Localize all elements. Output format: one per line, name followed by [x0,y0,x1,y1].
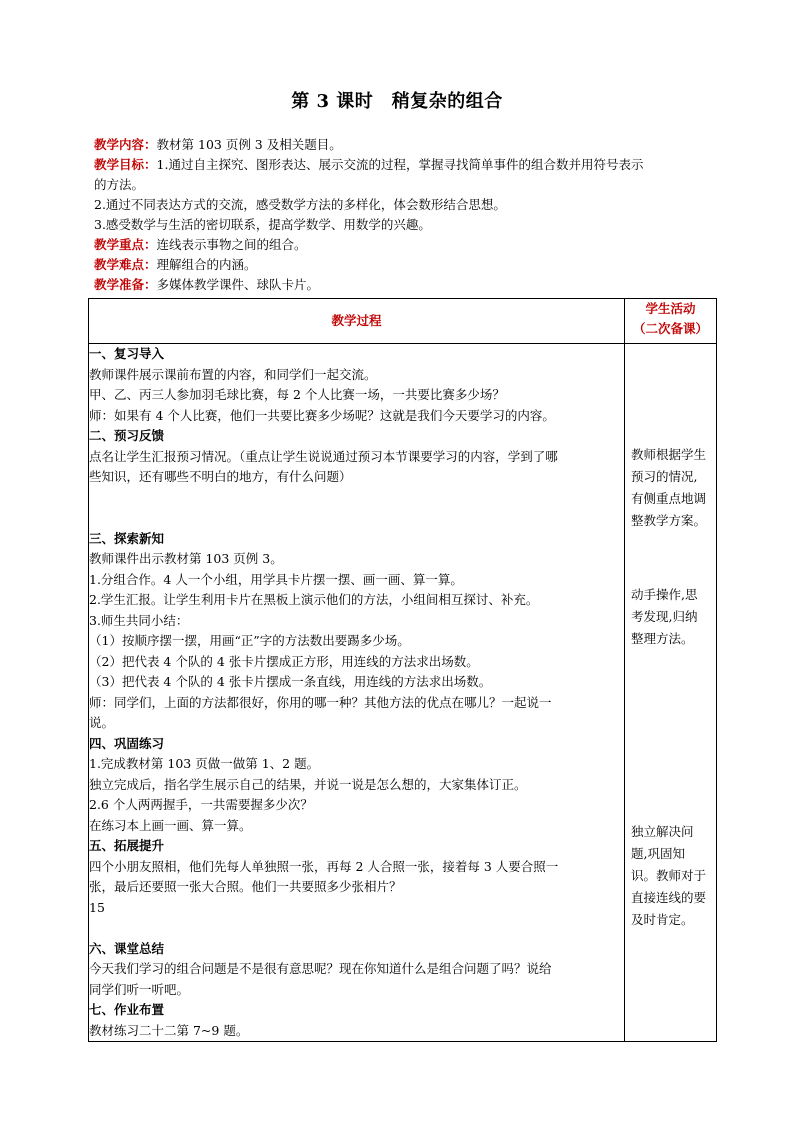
prep-label: 教学准备： [94,277,157,292]
goal-line-3: 2.通过不同表达方式的交流，感受数学方法的多样化，体会数形结合思想。 [94,197,506,212]
process-line: （1）按顺序摆一摆，用画“正”字的方法数出要踢多少场。 [89,633,410,648]
lesson-meta [94,135,716,295]
process-line: 教材练习二十二第 7~9 题。 [89,1022,249,1038]
process-line: 教师课件展示课前布置的内容，和同学们一起交流。 [89,366,377,382]
process-line: （2）把代表 4 个队的 4 张卡片摆成正方形，用连线的方法求出场数。 [89,653,479,669]
process-line: 2.学生汇报。让学生利用卡片在黑板上演示他们的方法，小组间相互探讨、补充。 [89,592,539,607]
header-process: 教学过程 [89,299,625,344]
difficulty-label: 教学难点： [94,257,157,272]
section-heading: 四、巩固练习 [89,735,165,751]
student-note-1: 教师根据学生预习的情况,有侧重点地调整教学方案。 [631,447,707,528]
process-line: 点名让学生汇报预习情况。（重点让学生说说通过预习本节课要学习的内容，学到了哪 [89,448,558,464]
content-text: 教材第 103 页例 3 及相关题目。 [156,137,342,152]
section-heading: 七、作业布置 [89,1002,165,1017]
meta-content-row [94,135,716,155]
meta-prep-row [94,275,716,295]
process-line: 说。 [89,715,115,730]
process-line: 师：同学们，上面的方法都很好，你用的哪一种？其他方法的优点在哪儿？一起说一 [89,694,552,710]
process-line: 师：如果有 4 个人比赛，他们一共要比赛多少场呢？这就是我们今天要学习的内容。 [89,407,555,423]
section-heading: 六、课堂总结 [89,940,165,956]
meta-difficulty-row [94,255,716,275]
goal-line-2: 的方法。 [94,177,145,192]
header-student-line-1: 学生活动 [645,301,696,316]
goal-line-1: 1.通过自主探究、图形表达、展示交流的过程，掌握寻找简单事件的组合数并用符号表示 [156,157,644,172]
page-title: 第 3 课时 稍复杂的组合 [291,91,503,112]
process-line: 独立完成后，指名学生展示自己的结果，并说一说是怎么想的，大家集体订正。 [89,776,527,792]
key-text: 连线表示事物之间的组合。 [156,237,307,252]
process-line: （3）把代表 4 个队的 4 张卡片摆成一条直线，用连线的方法求出场数。 [89,674,492,689]
process-line: 15 [89,899,105,915]
process-line [89,488,624,509]
goal-label: 教学目标： [94,157,157,172]
process-line: 在练习本上画一画、算一算。 [89,817,252,833]
process-line: 今天我们学习的组合问题是不是很有意思呢？现在你知道什么是组合问题了吗？说给 [89,961,552,976]
section-heading: 五、拓展提升 [89,838,165,853]
goal-line-4: 3.感受数学与生活的密切联系，提高学数学、用数学的兴趣。 [94,217,431,232]
process-line: 张，最后还要照一张大合照。他们一共要照多少张相片？ [89,879,402,894]
student-note-2: 动手操作,思考发现,归纳整理方法。 [631,587,698,646]
prep-text: 多媒体教学课件、球队卡片。 [156,277,320,292]
process-line: 教师课件出示教材第 103 页例 3。 [89,551,283,566]
process-line: 2.6 个人两两握手，一共需要握多少次？ [89,797,313,812]
section-heading: 一、复习导入 [89,346,165,361]
meta-key-row [94,235,716,255]
process-line [89,508,624,529]
key-label: 教学重点： [94,237,157,252]
section-heading: 二、预习反馈 [89,428,165,443]
process-cell [89,344,625,1042]
table-body-row [89,344,717,1042]
table-header-row [89,299,717,344]
process-line: 四个小朋友照相，他们先每人单独照一张，再每 2 人合照一张，接着每 3 人要合照一 [89,858,559,874]
process-line: 同学们听一听吧。 [89,981,190,997]
process-line [89,918,624,939]
content-label: 教学内容： [94,137,157,152]
process-line: 1.完成教材第 103 页做一做第 1、2 题。 [89,756,320,771]
header-student-line-2: （二次备课） [632,321,708,336]
section-heading: 三、探索新知 [89,530,165,546]
student-activity-cell [625,344,717,1042]
process-line: 3.师生共同小结： [89,612,189,628]
difficulty-text: 理解组合的内涵。 [156,257,257,272]
student-note-3: 独立解决问题,巩固知识。教师对于直接连线的要及时肯定。 [631,824,707,927]
header-student [625,299,717,344]
process-line: 甲、乙、丙三人参加羽毛球比赛，每 2 个人比赛一场，一共要比赛多少场？ [89,387,505,402]
process-line: 些知识，还有哪些不明白的地方，有什么问题） [89,469,352,484]
process-line: 1.分组合作。4 人一个小组，用学具卡片摆一摆、画一画、算一算。 [89,571,463,587]
meta-goal-row [94,155,716,175]
lesson-table [88,298,717,1042]
